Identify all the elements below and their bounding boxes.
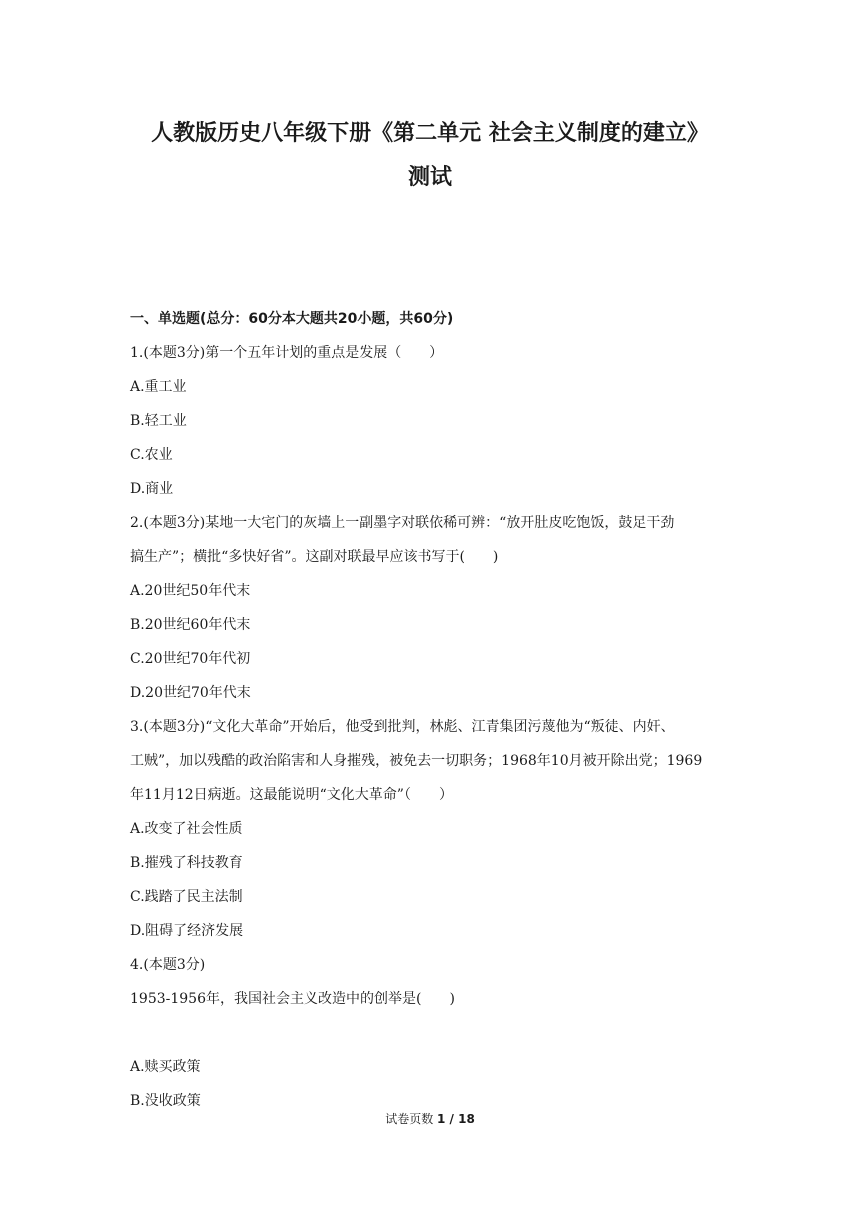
question-1 <box>130 336 740 506</box>
option-a: A.改变了社会性质 <box>130 821 243 837</box>
option-c: C.20世纪70年代初 <box>130 651 251 667</box>
question-text: 4.(本题3分) <box>130 957 206 973</box>
exam-content <box>130 302 740 1118</box>
option-b: B.轻工业 <box>130 413 187 429</box>
question-text: 1953-1956年，我国社会主义改造中的创举是( ) <box>130 991 455 1007</box>
question-text: 2.(本题3分)某地一大宅门的灰墙上一副墨字对联依稀可辨：“放开肚皮吃饱饭，鼓足干劲 <box>130 515 675 531</box>
page-number: 1 / 18 <box>437 1112 475 1126</box>
option-b: B.没收政策 <box>130 1093 201 1109</box>
option-b: B.20世纪60年代末 <box>130 617 251 633</box>
question-text: 年11月12日病逝。这最能说明“文化大革命”（ ） <box>130 787 453 803</box>
spacer <box>130 1016 740 1050</box>
document-title-line-1: 人教版历史八年级下册《第二单元 社会主义制度的建立》 <box>151 121 709 146</box>
option-d: D.商业 <box>130 481 174 497</box>
option-a: A.20世纪50年代末 <box>130 583 251 599</box>
question-4 <box>130 948 740 1118</box>
option-c: C.践踏了民主法制 <box>130 889 243 905</box>
option-d: D.阻碍了经济发展 <box>130 923 244 939</box>
option-b: B.摧残了科技教育 <box>130 855 243 871</box>
page-footer <box>0 1110 860 1127</box>
section-header: 一、单选题(总分：60分本大题共20小题，共60分) <box>130 311 454 327</box>
question-text: 搞生产”；横批“多快好省”。这副对联最早应该书写于( ) <box>130 549 499 565</box>
page-label: 试卷页数 <box>385 1112 438 1126</box>
question-3 <box>130 710 740 948</box>
question-2 <box>130 506 740 710</box>
question-text: 1.(本题3分)第一个五年计划的重点是发展（ ） <box>130 345 444 361</box>
document-title-line-2: 测试 <box>407 165 452 190</box>
option-d: D.20世纪70年代末 <box>130 685 251 701</box>
option-c: C.农业 <box>130 447 173 463</box>
question-text: 3.(本题3分)“文化大革命”开始后，他受到批判，林彪、江青集团污蔑他为“叛徒、内奸、 <box>130 719 675 735</box>
question-text: 工贼”，加以残酷的政治陷害和人身摧残，被免去一切职务；1968年10月被开除出党；1969 <box>130 753 703 769</box>
option-a: A.赎买政策 <box>130 1059 201 1075</box>
option-a: A.重工业 <box>130 379 187 395</box>
